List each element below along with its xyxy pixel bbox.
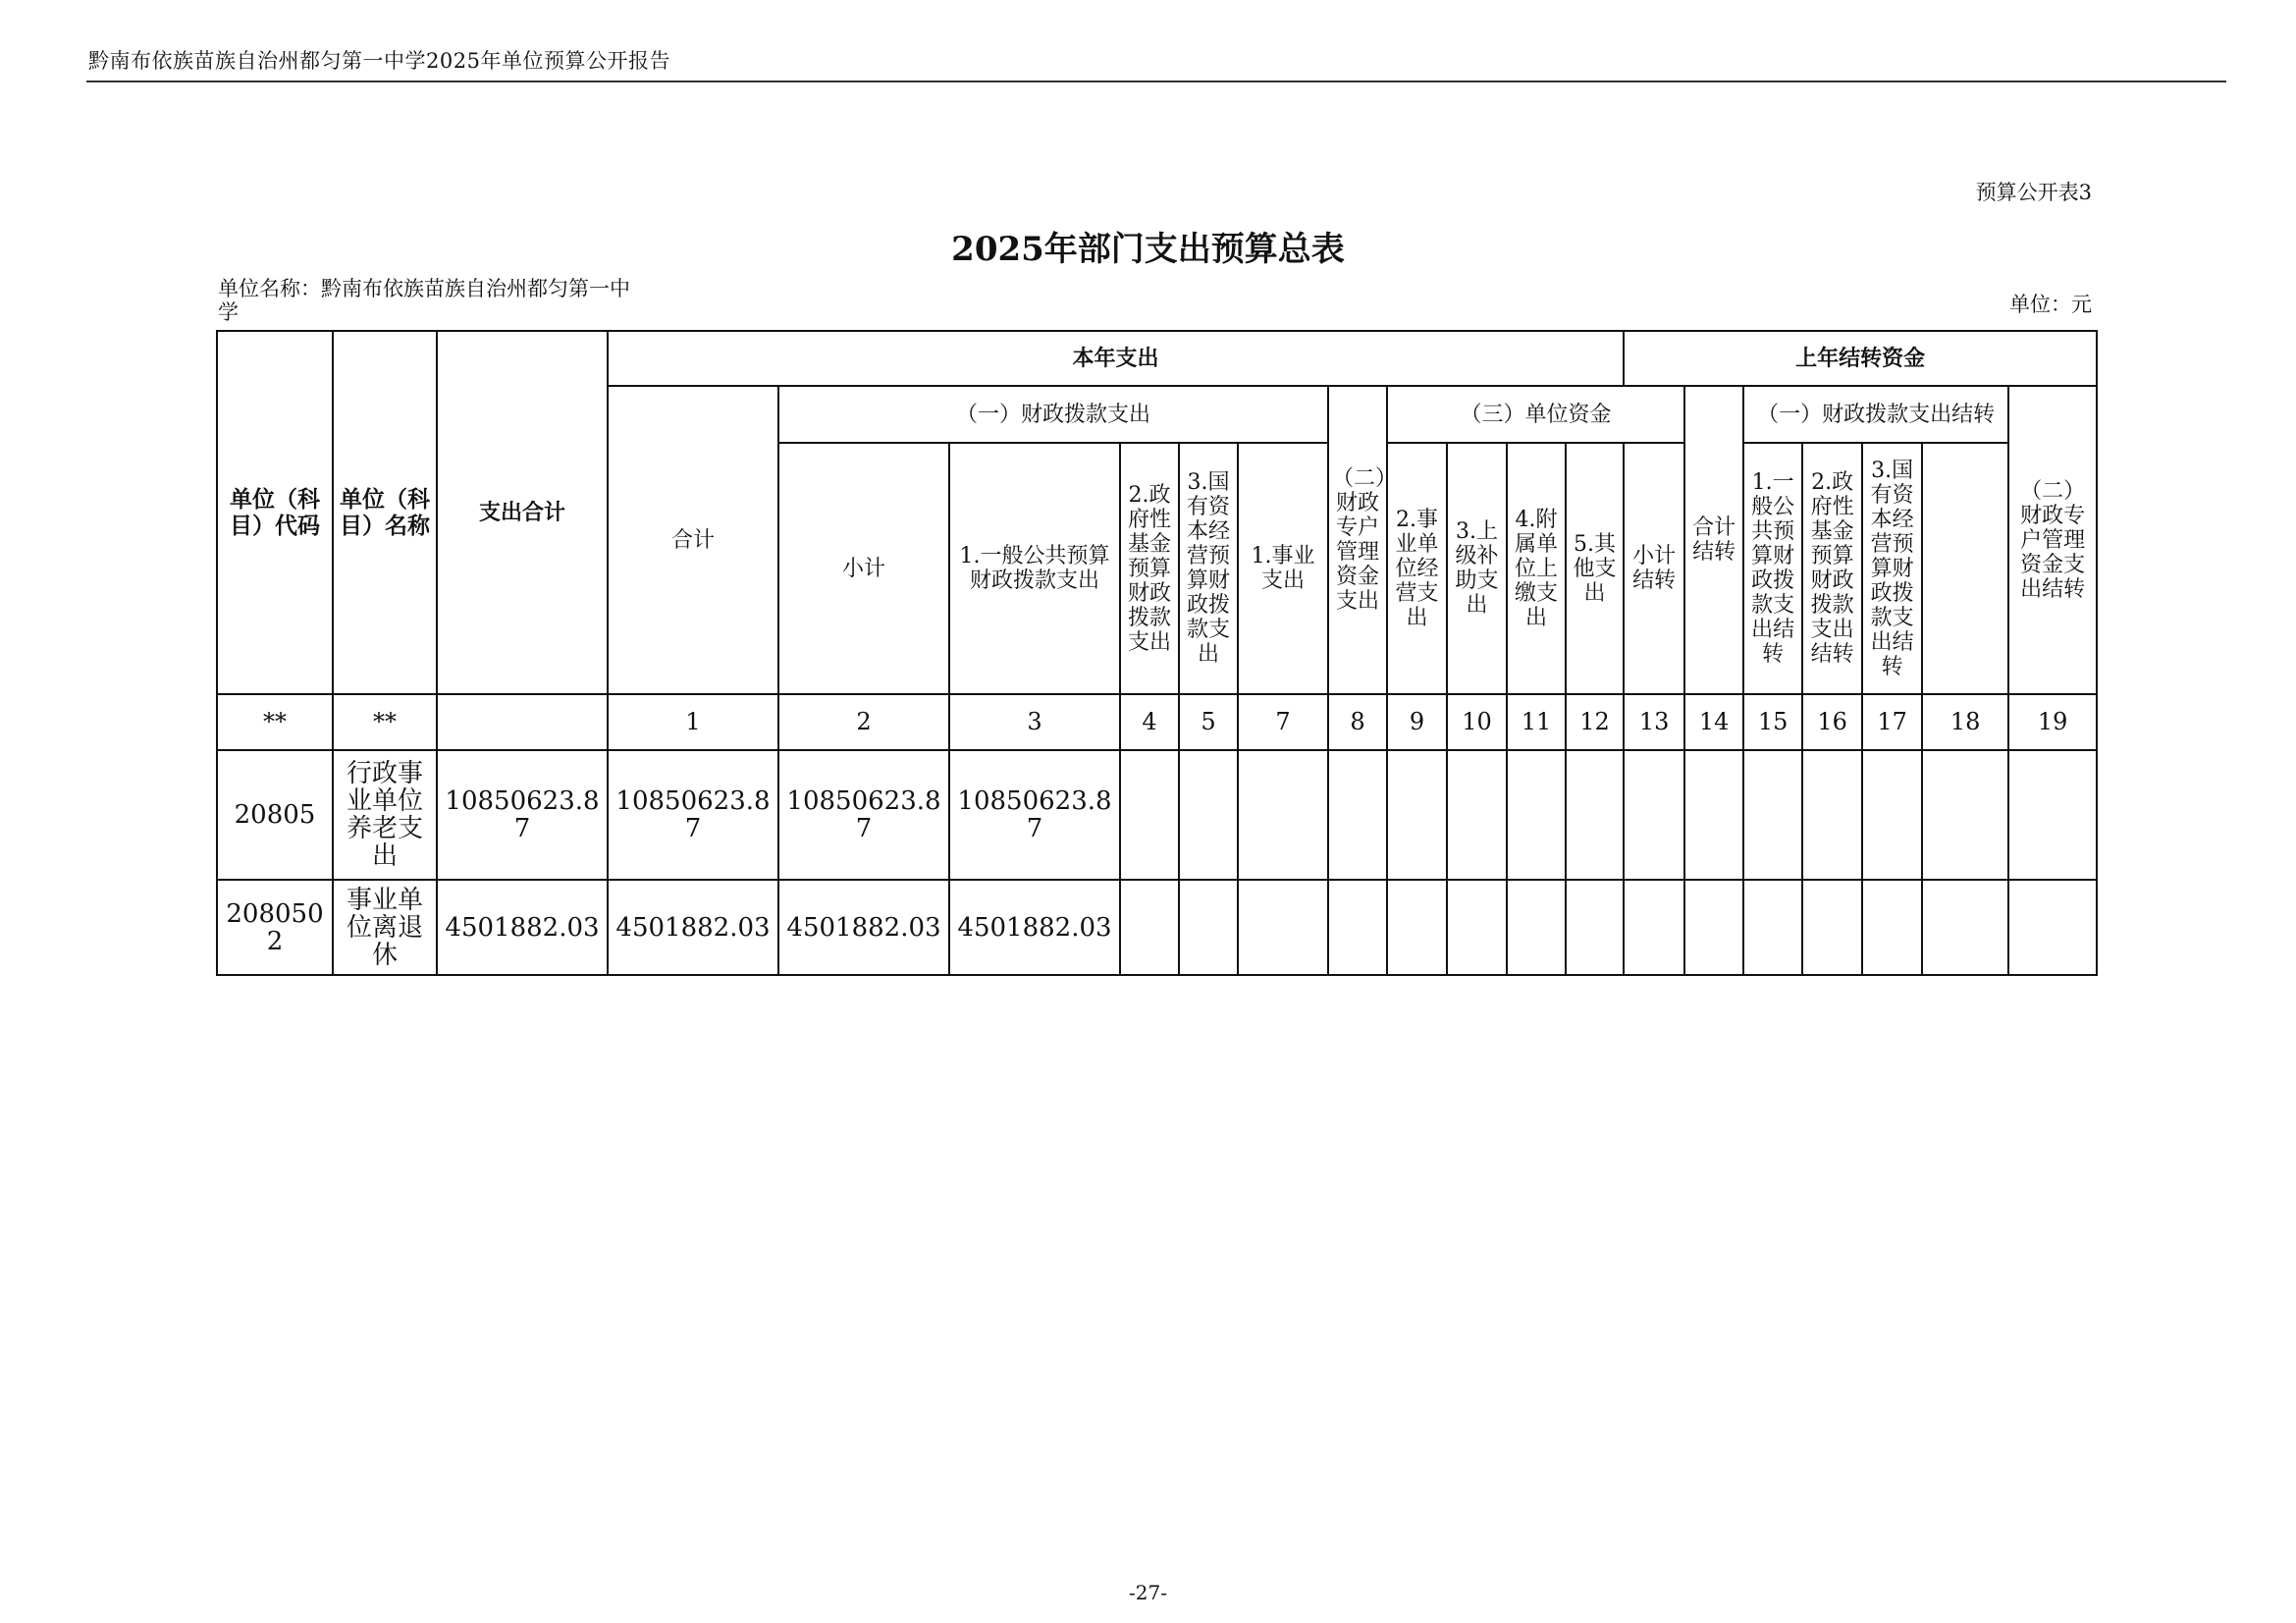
col-py-fiscal-fund: 2.政府性基金预算财政拨款支出结转 bbox=[1802, 443, 1862, 694]
row-code: 2080502 bbox=[217, 880, 333, 975]
index-cell: ** bbox=[217, 694, 333, 750]
group-py-fiscal: （一）财政拨款支出结转 bbox=[1743, 386, 2008, 443]
col-cy-fiscal-general: 1.一般公共预算财政拨款支出 bbox=[949, 443, 1120, 694]
empty-cell bbox=[2008, 750, 2097, 880]
col-cy-fiscal-state: 3.国有资本经营预算财政拨款支出 bbox=[1179, 443, 1238, 694]
row-cy-fiscal-subtotal: 4501882.03 bbox=[778, 880, 949, 975]
row-total: 4501882.03 bbox=[437, 880, 608, 975]
index-cell: 9 bbox=[1387, 694, 1447, 750]
unit-name: 单位名称：黔南布依族苗族自治州都匀第一中学 bbox=[218, 277, 630, 324]
row-name: 行政事业单位养老支出 bbox=[333, 750, 437, 880]
empty-cell bbox=[1328, 880, 1387, 975]
index-cell: 10 bbox=[1447, 694, 1507, 750]
col-cy-unit-subsidy: 3.上级补助支出 bbox=[1447, 443, 1507, 694]
col-cy-unit-operation: 2.事业单位经营支出 bbox=[1387, 443, 1447, 694]
row-code: 20805 bbox=[217, 750, 333, 880]
empty-cell bbox=[1743, 880, 1802, 975]
empty-cell bbox=[1624, 750, 1684, 880]
group-cy-unit: （三）单位资金 bbox=[1387, 386, 1684, 443]
empty-cell bbox=[1507, 880, 1566, 975]
row-name: 事业单位离退休 bbox=[333, 880, 437, 975]
table-id: 预算公开表3 bbox=[1975, 181, 2092, 204]
col-total: 支出合计 bbox=[437, 331, 608, 694]
empty-cell bbox=[1179, 750, 1238, 880]
empty-cell bbox=[1922, 880, 2008, 975]
empty-cell bbox=[1922, 750, 2008, 880]
empty-cell bbox=[1624, 880, 1684, 975]
group-current-year: 本年支出 bbox=[608, 331, 1624, 386]
empty-cell bbox=[1447, 880, 1507, 975]
index-cell: 2 bbox=[778, 694, 949, 750]
index-cell: ** bbox=[333, 694, 437, 750]
empty-cell bbox=[1507, 750, 1566, 880]
index-cell: 11 bbox=[1507, 694, 1566, 750]
index-cell: 13 bbox=[1624, 694, 1684, 750]
index-cell: 15 bbox=[1743, 694, 1802, 750]
col-py-sum: 合计结转 bbox=[1684, 386, 1743, 694]
page-number: -27- bbox=[1129, 1581, 1167, 1604]
unit-measure: 单位：元 bbox=[2009, 293, 2092, 316]
col-unit-code: 单位（科目）代码 bbox=[217, 331, 333, 694]
index-cell: 19 bbox=[2008, 694, 2097, 750]
group-cy-fiscal: （一）财政拨款支出 bbox=[778, 386, 1328, 443]
empty-cell bbox=[1387, 880, 1447, 975]
index-cell: 7 bbox=[1238, 694, 1328, 750]
index-cell: 17 bbox=[1862, 694, 1922, 750]
index-cell: 14 bbox=[1684, 694, 1743, 750]
header-divider bbox=[86, 81, 2226, 82]
empty-cell bbox=[1566, 750, 1624, 880]
col-cy-special: （二）财政专户管理资金支出 bbox=[1328, 386, 1387, 694]
index-cell: 18 bbox=[1922, 694, 2008, 750]
index-cell: 12 bbox=[1566, 694, 1624, 750]
empty-cell bbox=[1120, 750, 1179, 880]
col-cy-fiscal-subtotal: 小计 bbox=[778, 443, 949, 694]
col-py-fiscal-subtotal: 小计结转 bbox=[1624, 443, 1684, 694]
col-cy-unit-other: 5.其他支出 bbox=[1566, 443, 1624, 694]
empty-cell bbox=[1802, 750, 1862, 880]
col-cy-unit-business: 1.事业支出 bbox=[1238, 443, 1328, 694]
table-row bbox=[217, 880, 2097, 975]
budget-table bbox=[216, 330, 2098, 976]
empty-cell bbox=[1862, 750, 1922, 880]
index-cell bbox=[437, 694, 608, 750]
col-unit-name: 单位（科目）名称 bbox=[333, 331, 437, 694]
running-header: 黔南布依族苗族自治州都匀第一中学2025年单位预算公开报告 bbox=[88, 49, 670, 73]
index-cell: 1 bbox=[608, 694, 778, 750]
index-row bbox=[217, 694, 2097, 750]
empty-cell bbox=[1802, 880, 1862, 975]
row-cy-fiscal-subtotal: 10850623.87 bbox=[778, 750, 949, 880]
col-py-special: （二）财政专户管理资金支出结转 bbox=[2008, 386, 2097, 694]
index-cell: 16 bbox=[1802, 694, 1862, 750]
empty-cell bbox=[2008, 880, 2097, 975]
empty-cell bbox=[1684, 750, 1743, 880]
empty-cell bbox=[1387, 750, 1447, 880]
table-row bbox=[217, 750, 2097, 880]
col-py-fiscal-state: 3.国有资本经营预算财政拨款支出结转 bbox=[1862, 443, 1922, 694]
empty-cell bbox=[1447, 750, 1507, 880]
empty-cell bbox=[1328, 750, 1387, 880]
index-cell: 5 bbox=[1179, 694, 1238, 750]
empty-cell bbox=[1238, 750, 1328, 880]
empty-cell bbox=[1862, 880, 1922, 975]
col-cy-unit-affiliated: 4.附属单位上缴支出 bbox=[1507, 443, 1566, 694]
empty-cell bbox=[1179, 880, 1238, 975]
empty-cell bbox=[1238, 880, 1328, 975]
row-cy-sum: 10850623.87 bbox=[608, 750, 778, 880]
header-row-1 bbox=[217, 331, 2097, 386]
col-cy-fiscal-fund: 2.政府性基金预算财政拨款支出 bbox=[1120, 443, 1179, 694]
report-title: 2025年部门支出预算总表 bbox=[951, 230, 1345, 269]
row-cy-fiscal-general: 4501882.03 bbox=[949, 880, 1120, 975]
row-cy-sum: 4501882.03 bbox=[608, 880, 778, 975]
index-cell: 8 bbox=[1328, 694, 1387, 750]
index-cell: 3 bbox=[949, 694, 1120, 750]
empty-cell bbox=[1120, 880, 1179, 975]
col-py-fiscal-general: 1.一般公共预算财政拨款支出结转 bbox=[1743, 443, 1802, 694]
group-prior-year: 上年结转资金 bbox=[1624, 331, 2097, 386]
col-cy-sum: 合计 bbox=[608, 386, 778, 694]
empty-cell bbox=[1743, 750, 1802, 880]
empty-cell bbox=[1684, 880, 1743, 975]
row-total: 10850623.87 bbox=[437, 750, 608, 880]
index-cell: 4 bbox=[1120, 694, 1179, 750]
empty-cell bbox=[1566, 880, 1624, 975]
row-cy-fiscal-general: 10850623.87 bbox=[949, 750, 1120, 880]
